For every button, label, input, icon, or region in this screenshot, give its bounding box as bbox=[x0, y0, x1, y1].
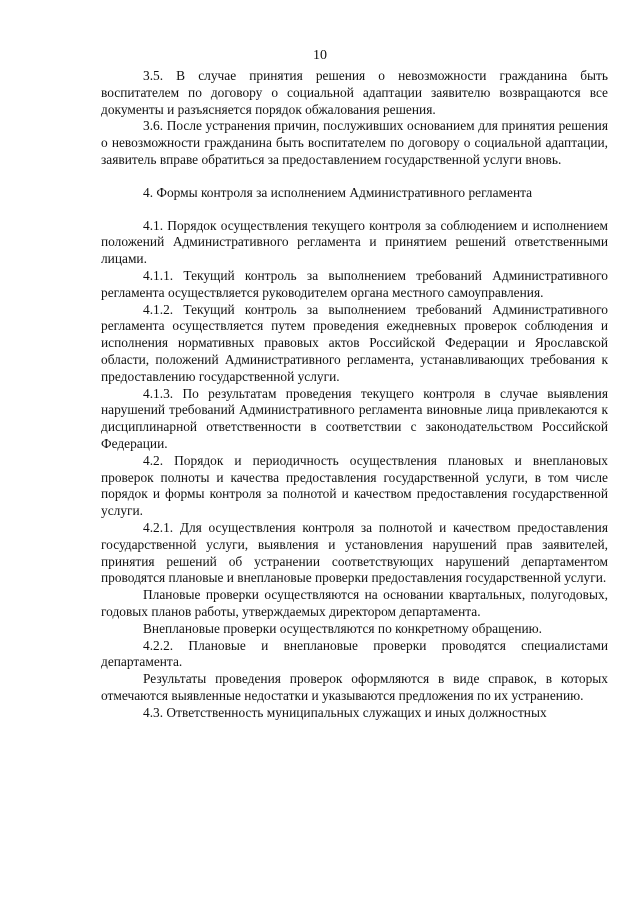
paragraph-unplanned-checks: Внеплановые проверки осуществляются по конкретному обращению. bbox=[143, 620, 543, 636]
paragraph-3-5: 3.5. В случае принятия решения о невозможности гражданина быть воспитателем по договору о социальной адаптации заявителю возвращаются все документы и разъясняется порядок обжалования решения. bbox=[101, 68, 608, 117]
section-heading: 4. Формы контроля за исполнением Административного регламента bbox=[143, 184, 533, 200]
paragraph-4-2-1: 4.2.1. Для осуществления контроля за полнотой и качеством предоставления государственной услуги, выявления и установления нарушений прав заявителей, принятия решений об устранении соответствующих нарушений департаментом проводятся плановые и внеплановые проверки предоставления государственной услуги. bbox=[101, 519, 608, 586]
paragraph-4-2-2: 4.2.2. Плановые и внеплановые проверки проводятся специалистами департамента. bbox=[101, 637, 608, 670]
paragraph-4-1-2: 4.1.2. Текущий контроль за выполнением требований Административного регламента осуществляется путем проведения ежедневных проверок соблюдения и исполнения нормативных правовых актов Российской Федерации и Ярославской области, положений Административного регламента, устанавливающих требования к предоставлению государственной услуги. bbox=[101, 301, 608, 384]
paragraph-4-3: 4.3. Ответственность муниципальных служащих и иных должностных bbox=[143, 704, 547, 720]
document-body bbox=[101, 68, 608, 721]
paragraph-check-results: Результаты проведения проверок оформляются в виде справок, в которых отмечаются выявленные недостатки и указываются предложения по их устранению. bbox=[101, 671, 608, 703]
paragraph-4-2: 4.2. Порядок и периодичность осуществления плановых и внеплановых проверок полноты и качества предоставления государственной услуги, в том числе порядок и формы контроля за полнотой и качеством предоставления государственной услуги. bbox=[101, 452, 608, 519]
spacer bbox=[101, 202, 608, 218]
paragraph-4-1: 4.1. Порядок осуществления текущего контроля за соблюдением и исполнением положений Административного регламента и принятием решений ответственными лицами. bbox=[101, 217, 608, 267]
page-number: 10 bbox=[313, 48, 327, 63]
paragraph-4-1-1: 4.1.1. Текущий контроль за выполнением требований Административного регламента осуществляется руководителем органа местного самоуправления. bbox=[101, 267, 608, 300]
paragraph-planned-checks: Плановые проверки осуществляются на основании квартальных, полугодовых, годовых планов работы, утверждаемых директором департамента. bbox=[101, 587, 608, 619]
paragraph-4-1-3: 4.1.3. По результатам проведения текущего контроля в случае выявления нарушений требований Административного регламента виновные лица привлекаются к дисциплинарной ответственности в соответствии с законодательством Российской Федерации. bbox=[101, 385, 608, 451]
spacer bbox=[101, 169, 608, 185]
paragraph-3-6: 3.6. После устранения причин, послуживших основанием для принятия решения о невозможности гражданина быть воспитателем по договору о социальной адаптации, заявитель вправе обратиться за предоставлением государственной услуги вновь. bbox=[101, 118, 608, 167]
